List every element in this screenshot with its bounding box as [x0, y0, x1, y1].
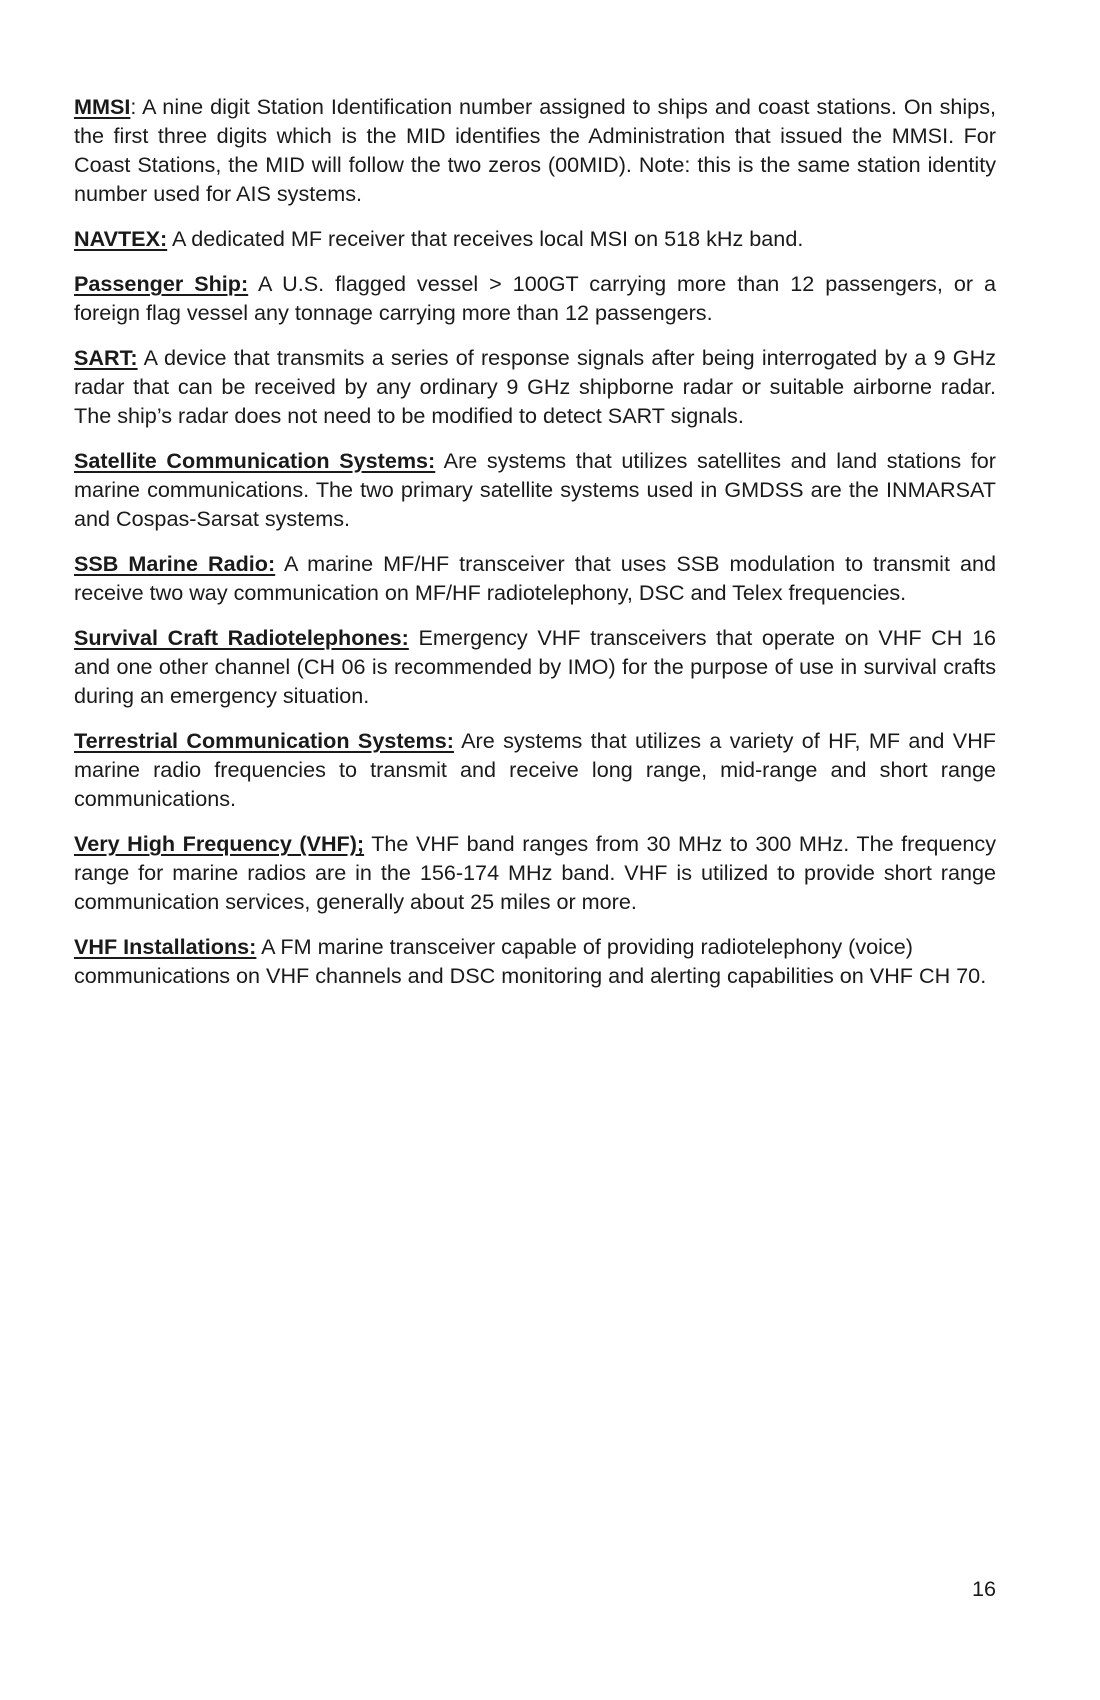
glossary-term: Very High Frequency (VHF);: [74, 831, 365, 856]
glossary-definition: The VHF band ranges from 30 MHz to 300 MHz. The frequency range for marine radios are in the 156-174 MHz band. VHF is utilized to provide short range communication services, generally about 25 miles or more.: [74, 831, 996, 914]
glossary-entry-survival-craft-radiotelephones: [74, 623, 996, 710]
glossary-definition: A FM marine transceiver capable of providing radiotelephony (voice) communications on VHF channels and DSC monitoring and alerting capabilities on VHF CH 70.: [74, 934, 987, 988]
glossary-entry-passenger-ship: [74, 269, 996, 327]
glossary-definition: Are systems that utilizes a variety of HF, MF and VHF marine radio frequencies to transmit and receive long range, mid-range and short range communications.: [74, 728, 996, 811]
glossary-definition: A dedicated MF receiver that receives local MSI on 518 kHz band.: [167, 226, 804, 251]
glossary-definition: Emergency VHF transceivers that operate on VHF CH 16 and one other channel (CH 06 is recommended by IMO) for the purpose of use in survival crafts during an emergency situation.: [74, 625, 997, 708]
glossary-entry-navtex: [74, 224, 996, 253]
glossary-entry-sart: [74, 343, 996, 430]
glossary-definition: A U.S. flagged vessel > 100GT carrying more than 12 passengers, or a foreign flag vessel any tonnage carrying more than 12 passengers.: [74, 271, 996, 325]
glossary-term: SART:: [74, 345, 138, 370]
glossary-term: VHF Installations:: [74, 934, 257, 959]
glossary-term: SSB Marine Radio:: [74, 551, 276, 576]
glossary-definition: A marine MF/HF transceiver that uses SSB modulation to transmit and receive two way communication on MF/HF radiotelephony, DSC and Telex frequencies.: [74, 551, 996, 605]
glossary-term: Terrestrial Communication Systems:: [74, 728, 454, 753]
glossary-page-content: [74, 92, 996, 1006]
glossary-entry-mmsi: [74, 92, 996, 208]
glossary-term: Passenger Ship:: [74, 271, 249, 296]
glossary-definition: : A nine digit Station Identification number assigned to ships and coast stations. On ships, the first three digits which is the MID identifies the Administration that issued the MMSI. For Coast Stations, the MID will follow the two zeros (00MID). Note: this is the same station identity number used for AIS systems.: [74, 94, 996, 206]
glossary-term: Satellite Communication Systems:: [74, 448, 436, 473]
glossary-entry-vhf-installations: [74, 932, 996, 990]
glossary-term: MMSI: [74, 94, 131, 119]
glossary-entry-satellite-communication-systems: [74, 446, 996, 533]
glossary-definition: A device that transmits a series of response signals after being interrogated by a 9 GHz radar that can be received by any ordinary 9 GHz shipborne radar or suitable airborne radar. The ship’s radar does not need to be modified to detect SART signals.: [74, 345, 996, 428]
glossary-term: NAVTEX:: [74, 226, 168, 251]
glossary-entry-terrestrial-communication-systems: [74, 726, 996, 813]
page-number: 16: [971, 1576, 996, 1601]
glossary-definition: Are systems that utilizes satellites and land stations for marine communications. The two primary satellite systems used in GMDSS are the INMARSAT and Cospas-Sarsat systems.: [74, 448, 996, 531]
glossary-entry-very-high-frequency: [74, 829, 996, 916]
glossary-entry-ssb-marine-radio: [74, 549, 996, 607]
glossary-term: Survival Craft Radiotelephones:: [74, 625, 409, 650]
